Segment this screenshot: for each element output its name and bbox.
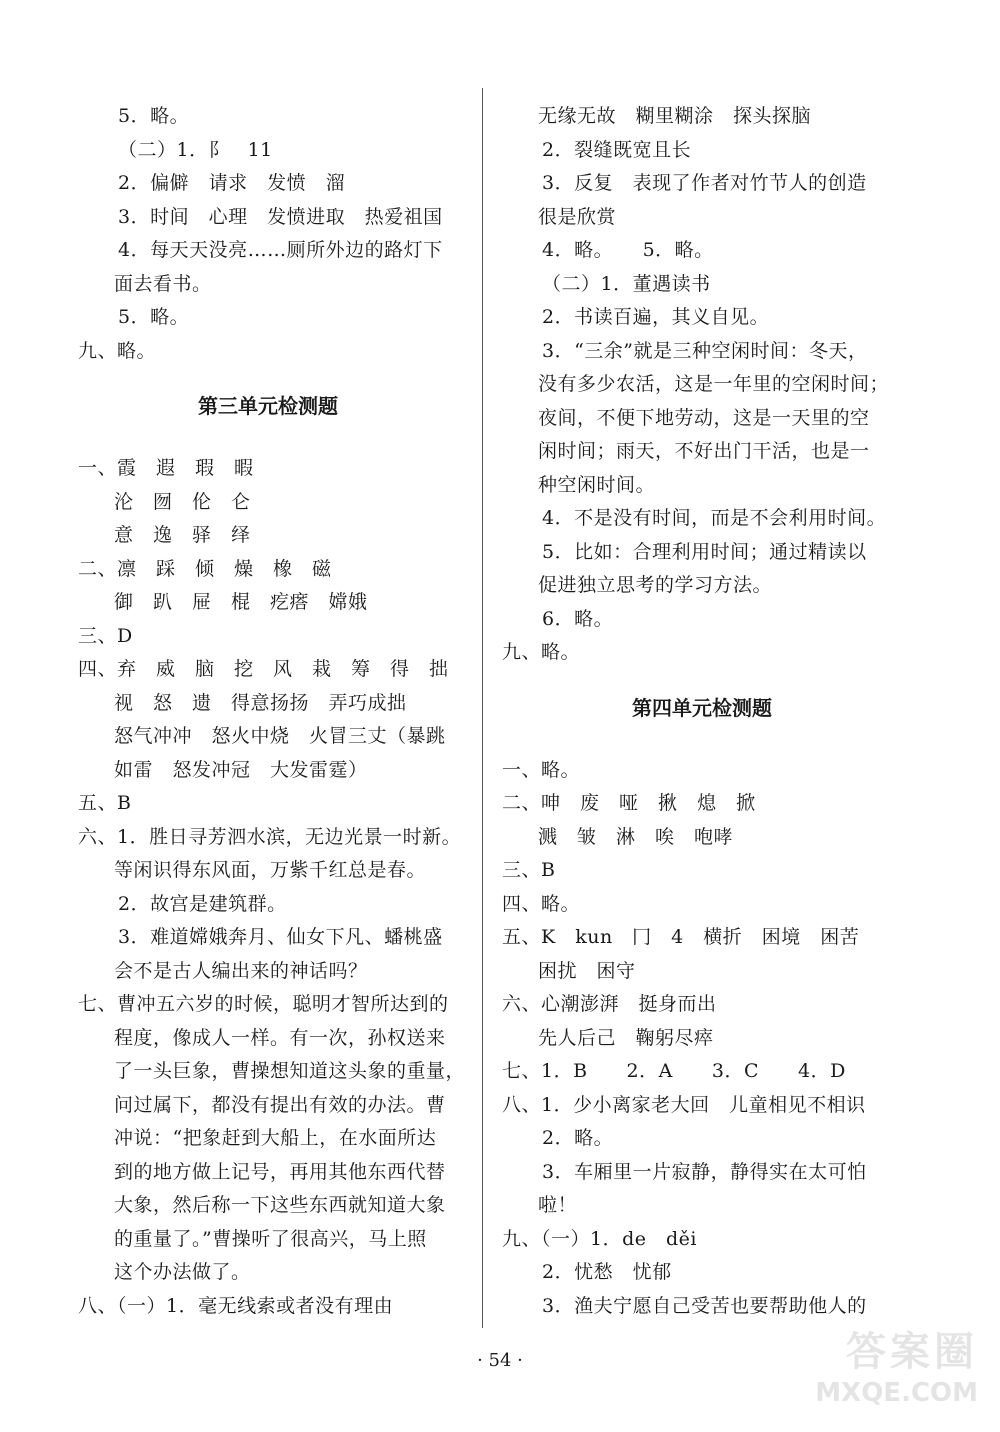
answer-line: 6．略。 xyxy=(542,607,614,630)
answer-line: 一、霞 遐 瑕 暇 xyxy=(78,457,254,479)
section-title: 第四单元检测题 xyxy=(632,695,772,720)
answer-line: 怒气冲冲 怒火中烧 火冒三丈（暴跳 xyxy=(114,725,446,747)
answer-line: 视 怒 遗 得意扬扬 弄巧成拙 xyxy=(114,691,407,714)
answer-line: 七、1．B 2．A 3．C 4．D xyxy=(502,1060,846,1082)
answer-line: 没有多少农活，这是一年里的空闲时间； xyxy=(538,373,890,395)
answer-line: 种空闲时间。 xyxy=(538,473,656,496)
page-number: · 54 · xyxy=(477,1350,523,1371)
answer-block-top xyxy=(78,100,458,368)
answer-line: 御 趴 屉 棍 疙瘩 嫦娥 xyxy=(114,591,368,613)
watermark-text-bottom: MXQE.COM xyxy=(815,1378,978,1408)
answer-line: 二、呻 废 哑 揪 熄 掀 xyxy=(502,792,756,814)
answer-line: 很是欣赏 xyxy=(538,205,617,228)
answer-line: 3．反复 表现了作者对竹节人的创造 xyxy=(542,172,867,194)
answer-block-bottom xyxy=(502,754,902,1324)
answer-line: 3．时间 心理 发愤进取 热爱祖国 xyxy=(118,205,443,228)
answer-line: 意 逸 驿 绎 xyxy=(114,524,251,546)
right-column xyxy=(502,100,902,1323)
answer-line: 无缘无故 糊里糊涂 探头探脑 xyxy=(538,105,812,127)
answer-line: 四、弃 威 脑 挖 风 栽 筹 得 拙 xyxy=(78,658,449,680)
answer-line: 5．略。 xyxy=(118,306,190,328)
answer-line: （二）1．阝 11 xyxy=(118,138,273,161)
answer-line: 会不是古人编出来的神话吗？ xyxy=(114,959,368,982)
answer-line: 3．难道嫦娥奔月、仙女下凡、蟠桃盛 xyxy=(118,926,443,948)
answer-line: 沦 囫 伦 仑 xyxy=(114,490,251,513)
answer-line: 促进独立思考的学习方法。 xyxy=(538,574,773,596)
answer-line: 五、K kun 冂 4 横折 困境 困苦 xyxy=(502,926,860,948)
answer-block-bottom xyxy=(78,452,466,1323)
column-divider xyxy=(482,88,483,1328)
answer-line: 大象，然后称一下这些东西就知道大象 xyxy=(114,1194,446,1216)
answer-line: 闲时间；雨天，不好出门干活，也是一 xyxy=(538,440,870,462)
answer-line: 2．书读百遍，其义自见。 xyxy=(542,306,770,328)
answer-line: 等闲识得东风面，万紫千红总是春。 xyxy=(114,859,427,881)
answer-line: 2．故宫是建筑群。 xyxy=(118,892,287,915)
answer-line: 冲说：“把象赶到大船上，在水面所达 xyxy=(114,1127,437,1149)
answer-line: 四、略。 xyxy=(502,892,581,915)
answer-line: 2．忧愁 忧郁 xyxy=(542,1261,672,1283)
answer-line: 三、D xyxy=(78,624,133,647)
answer-line: 七、曹冲五六岁的时候，聪明才智所达到的 xyxy=(78,993,449,1015)
watermark-logo xyxy=(788,1328,978,1424)
watermark-text-top: 答案圈 xyxy=(846,1329,978,1375)
answer-line: 3．车厢里一片寂静，静得实在太可怕 xyxy=(542,1160,867,1183)
answer-line: 的重量了。”曹操听了很高兴，马上照 xyxy=(114,1227,427,1250)
answer-line: 八、（一）1．毫无线索或者没有理由 xyxy=(78,1294,394,1317)
answer-line: 如雷 怒发冲冠 大发雷霆） xyxy=(114,758,368,781)
answer-line: 问过属下，都没有提出有效的办法。曹 xyxy=(114,1093,446,1116)
answer-line: 4．不是没有时间，而是不会利用时间。 xyxy=(542,507,887,529)
answer-line: 啦！ xyxy=(538,1194,578,1216)
answer-line: 六、心潮澎湃 挺身而出 xyxy=(502,993,717,1015)
answer-line: 4．略。 5．略。 xyxy=(542,239,714,261)
answer-line: 五、B xyxy=(78,792,132,814)
answer-line: 先人后己 鞠躬尽瘁 xyxy=(538,1026,714,1049)
answer-line: 困扰 困守 xyxy=(538,959,636,982)
answer-line: 了一头巨象，曹操想知道这头象的重量， xyxy=(114,1060,466,1082)
answer-line: 夜间，不便下地劳动，这是一天里的空 xyxy=(538,406,870,429)
answer-line: 二、凛 踩 倾 燥 橡 磁 xyxy=(78,557,332,580)
answer-line: 九、略。 xyxy=(78,339,157,362)
answer-line: 2．裂缝既宽且长 xyxy=(542,138,692,161)
answer-line: 面去看书。 xyxy=(114,272,212,295)
answer-line: 2．略。 xyxy=(542,1127,614,1149)
left-column xyxy=(78,100,466,1323)
answer-line: 九、（一）1．de děi xyxy=(502,1227,697,1250)
answer-line: 六、1．胜日寻芳泗水滨，无边光景一时新。 xyxy=(78,825,462,848)
answer-line: 4．每天天没亮……厕所外边的路灯下 xyxy=(118,239,443,261)
answer-line: 5．比如：合理利用时间；通过精读以 xyxy=(542,540,867,563)
answer-line: 八、1．少小离家老大回 儿童相见不相识 xyxy=(502,1093,866,1116)
answer-line: 九、略。 xyxy=(502,641,581,663)
answer-line: 到的地方做上记号，再用其他东西代替 xyxy=(114,1160,446,1183)
answer-line: 3．“三余”就是三种空闲时间：冬天， xyxy=(542,339,868,362)
section-title: 第三单元检测题 xyxy=(198,394,338,418)
answer-line: 溅 皱 淋 唉 咆哮 xyxy=(538,825,734,848)
answer-line: 这个办法做了。 xyxy=(114,1261,251,1283)
answer-block-top xyxy=(502,100,902,670)
answer-line: 一、略。 xyxy=(502,758,581,781)
answer-line: 2．偏僻 请求 发愤 溜 xyxy=(118,172,346,194)
answer-line: 5．略。 xyxy=(118,105,190,127)
answer-line: 程度，像成人一样。有一次，孙权送来 xyxy=(114,1026,446,1049)
answer-line: （二）1．董遇读书 xyxy=(542,272,711,295)
answer-line: 3．渔夫宁愿自己受苦也要帮助他人的 xyxy=(542,1294,867,1317)
answer-line: 三、B xyxy=(502,859,556,881)
